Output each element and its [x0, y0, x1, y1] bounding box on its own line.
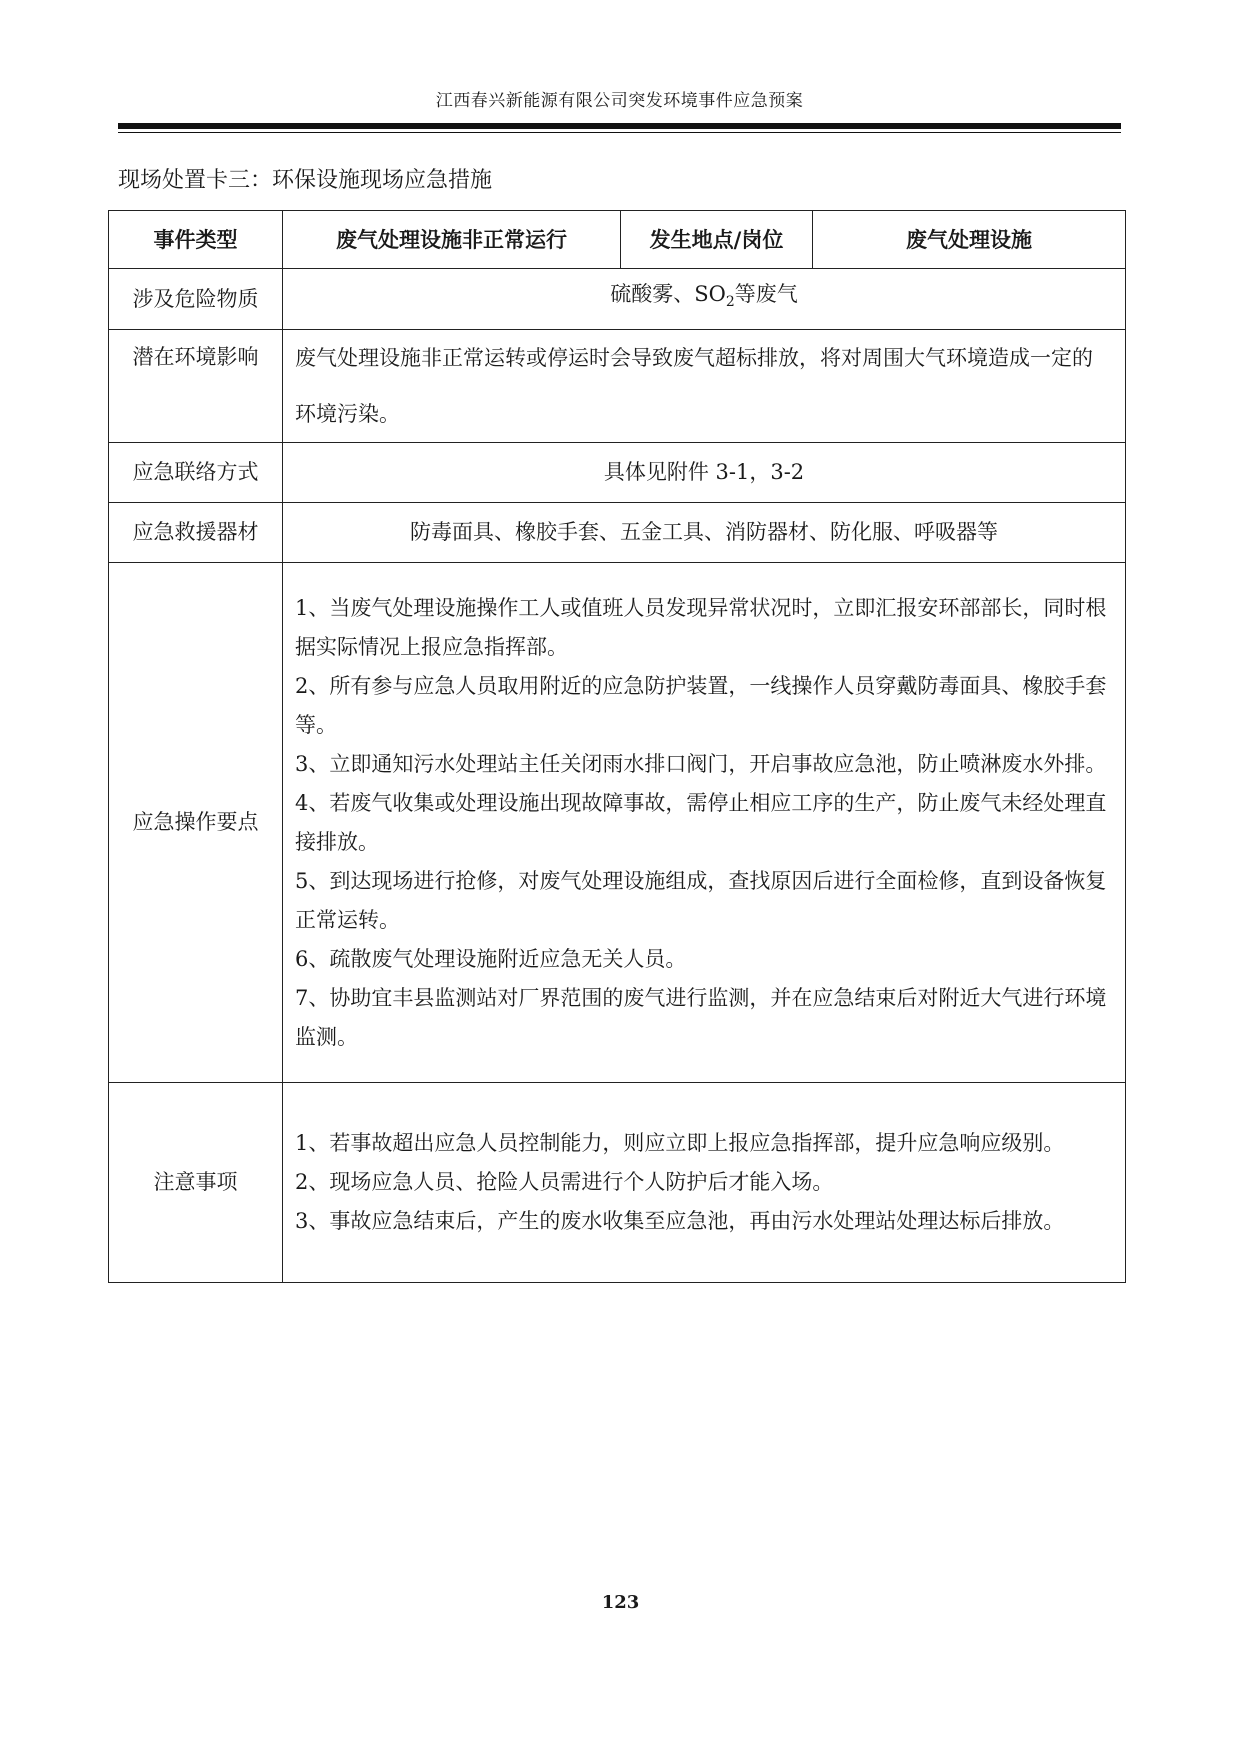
notes-label: 注意事项 — [109, 1083, 283, 1283]
operation-list — [283, 563, 1126, 1083]
hazard-text-tail: 等废气 — [734, 282, 798, 307]
list-item: 2、现场应急人员、抢险人员需进行个人防护后才能入场。 — [295, 1170, 834, 1194]
list-item: 6、疏散废气处理设施附近应急无关人员。 — [295, 946, 687, 971]
list-item: 1、若事故超出应急人员控制能力，则应立即上报应急指挥部，提升应急响应级别。 — [295, 1131, 1065, 1155]
equipment-value: 防毒面具、橡胶手套、五金工具、消防器材、防化服、呼吸器等 — [283, 503, 1126, 563]
table-row — [109, 563, 1126, 1083]
page-number: 123 — [601, 1592, 640, 1613]
table-row — [109, 330, 1126, 443]
table-row — [109, 503, 1126, 563]
notes-list — [283, 1083, 1126, 1283]
header-rule-thick — [118, 123, 1121, 129]
disposal-card-table — [108, 210, 1126, 1283]
contact-value: 具体见附件 3-1，3-2 — [283, 443, 1126, 503]
equipment-label: 应急救援器材 — [109, 503, 283, 563]
card-caption: 现场处置卡三：环保设施现场应急措施 — [118, 168, 493, 193]
contact-label: 应急联络方式 — [109, 443, 283, 503]
list-item: 3、事故应急结束后，产生的废水收集至应急池，再由污水处理站处理达标后排放。 — [295, 1209, 1065, 1233]
list-item: 4、若废气收集或处理设施出现故障事故，需停止相应工序的生产，防止废气未经处理直接排放。 — [295, 790, 1107, 854]
table-row — [109, 443, 1126, 503]
list-item: 3、立即通知污水处理站主任关闭雨水排口阀门，开启事故应急池，防止喷淋废水外排。 — [295, 751, 1107, 776]
operation-label: 应急操作要点 — [109, 563, 283, 1083]
hazard-text: 硫酸雾、SO — [610, 282, 726, 307]
list-item: 1、当废气处理设施操作工人或值班人员发现异常状况时，立即汇报安环部部长，同时根据实际情况上报应急指挥部。 — [295, 595, 1107, 659]
document-header: 江西春兴新能源有限公司突发环境事件应急预案 — [435, 91, 804, 111]
table-row — [109, 211, 1126, 269]
table-row — [109, 1083, 1126, 1283]
hazard-subscript: 2 — [725, 294, 735, 311]
event-type-value: 废气处理设施非正常运行 — [283, 211, 621, 269]
location-value: 废气处理设施 — [813, 211, 1126, 269]
table-row — [109, 269, 1126, 330]
hazard-label: 涉及危险物质 — [109, 269, 283, 330]
list-item: 5、到达现场进行抢修，对废气处理设施组成，查找原因后进行全面检修，直到设备恢复正常运转。 — [295, 868, 1107, 932]
location-label: 发生地点/岗位 — [621, 211, 813, 269]
list-item: 2、所有参与应急人员取用附近的应急防护装置，一线操作人员穿戴防毒面具、橡胶手套等。 — [295, 673, 1107, 737]
impact-value: 废气处理设施非正常运转或停运时会导致废气超标排放，将对周围大气环境造成一定的环境污染。 — [283, 330, 1126, 443]
list-item: 7、协助宜丰县监测站对厂界范围的废气进行监测，并在应急结束后对附近大气进行环境监测。 — [295, 985, 1107, 1049]
header-rule-thin — [118, 132, 1121, 133]
hazard-value — [283, 269, 1126, 330]
impact-label: 潜在环境影响 — [109, 330, 283, 443]
event-type-label: 事件类型 — [109, 211, 283, 269]
